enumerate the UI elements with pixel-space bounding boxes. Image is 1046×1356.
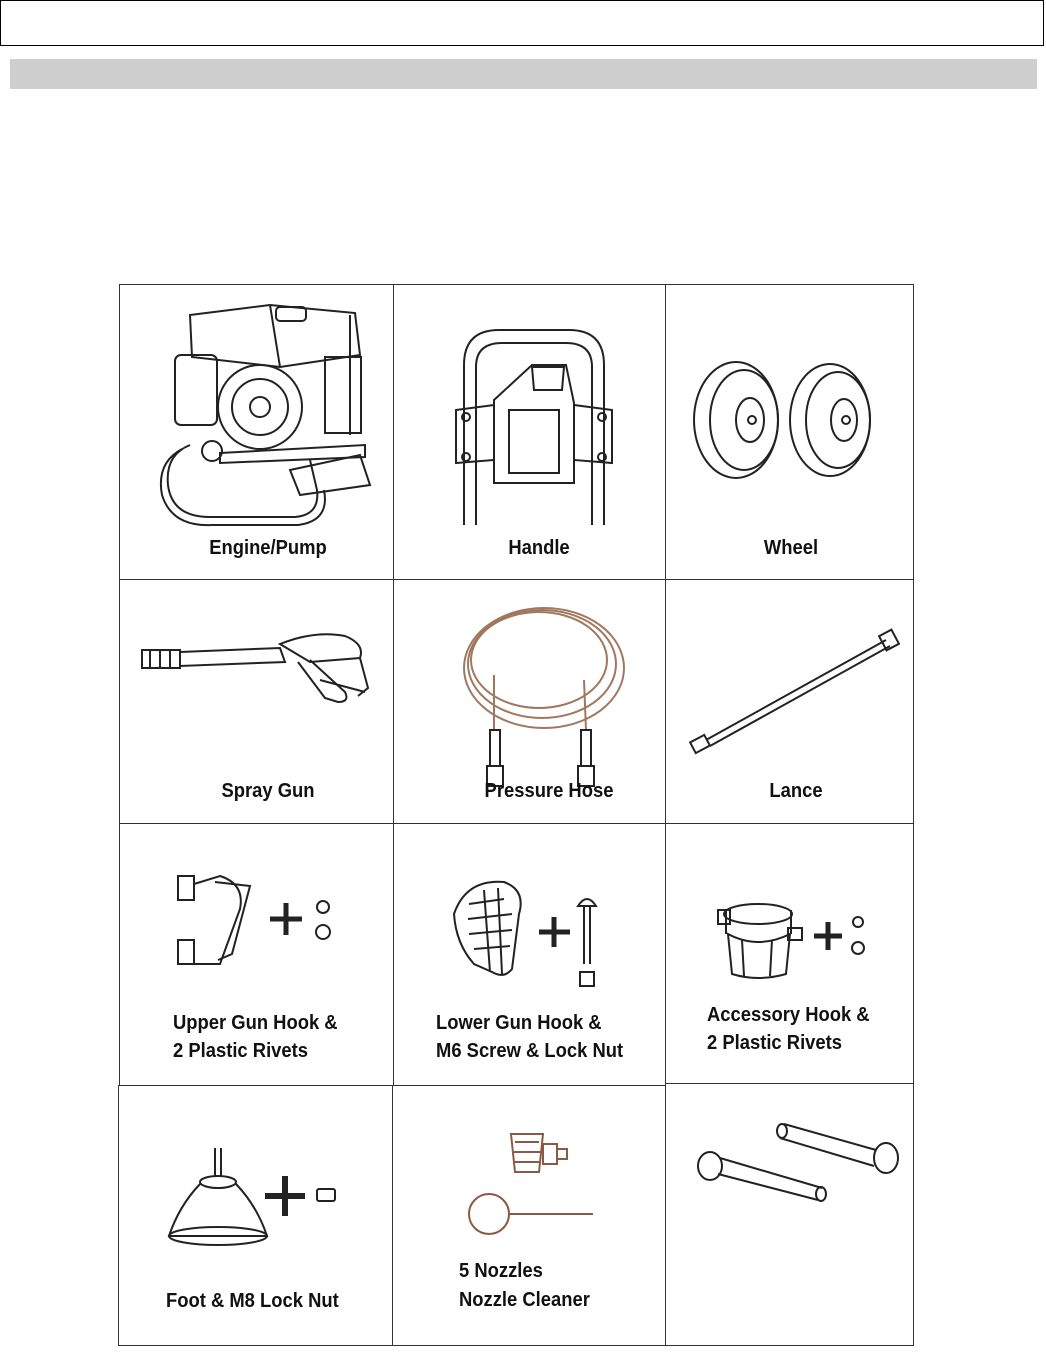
part-label: Foot & M8 Lock Nut (166, 1290, 339, 1312)
part-cell-foot (118, 1085, 393, 1346)
part-cell-engine-pump (119, 284, 394, 580)
part-label-line1: Accessory Hook & (707, 1004, 870, 1026)
part-cell-axles (665, 1083, 914, 1346)
part-label: Engine/Pump (209, 537, 327, 559)
part-label-line1: 5 Nozzles (459, 1260, 543, 1282)
part-cell-handle (393, 284, 666, 580)
part-cell-upper-gun-hook (119, 823, 394, 1086)
part-label-line2: M6 Screw & Lock Nut (436, 1040, 624, 1062)
part-cell-lance (665, 579, 914, 824)
part-cell-pressure-hose (393, 579, 666, 824)
part-label-line1: Lower Gun Hook & (436, 1012, 602, 1034)
part-label-line1: Upper Gun Hook & (173, 1012, 338, 1034)
part-label: Handle (508, 537, 570, 559)
part-label-line2: Nozzle Cleaner (459, 1289, 590, 1311)
axles-icon (666, 1084, 915, 1347)
part-label: Wheel (763, 537, 819, 559)
part-label: Spray Gun (221, 780, 315, 802)
part-cell-lower-gun-hook (393, 823, 666, 1086)
part-cell-accessory-hook (665, 823, 914, 1086)
part-label: Lance (769, 780, 823, 802)
header-box (0, 0, 1044, 46)
part-label-line2: 2 Plastic Rivets (173, 1040, 309, 1062)
part-label: Pressure Hose (484, 780, 614, 802)
part-cell-wheel (665, 284, 914, 580)
part-cell-spray-gun (119, 579, 394, 824)
section-bar (10, 59, 1037, 89)
part-cell-nozzles (392, 1085, 666, 1346)
parts-grid (119, 284, 914, 1346)
part-label-line2: 2 Plastic Rivets (707, 1032, 843, 1054)
